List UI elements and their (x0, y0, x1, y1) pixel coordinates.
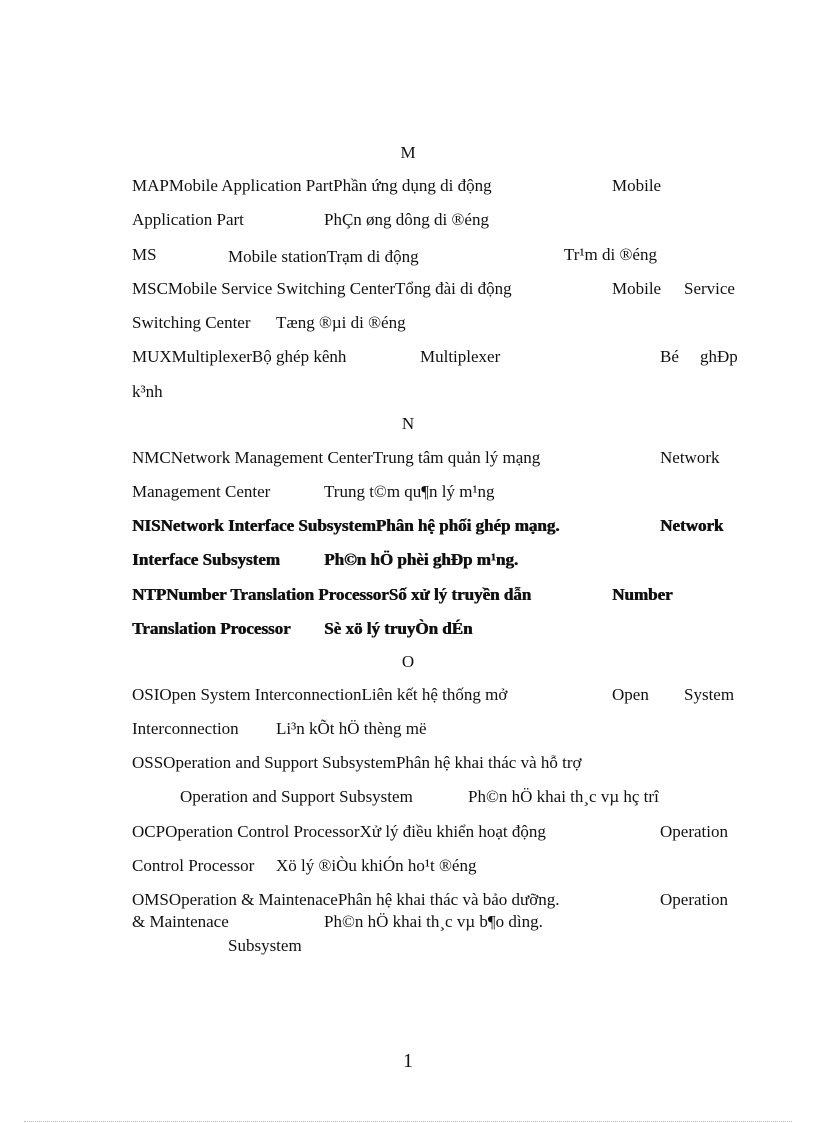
entry-nmc-english: Network (660, 448, 720, 467)
entry-oms-english: Operation (660, 890, 728, 909)
entry-ntp-legacy: Sè xö lý truyÒn dÉn (324, 619, 473, 638)
entry-ntp-line1: NTPNumber Translation ProcessorSố xử lý truyền dẫn (132, 585, 532, 604)
entry-nis-line1: NISNetwork Interface SubsystemPhân hệ phối ghép mạng. (132, 516, 560, 535)
entry-nmc-english-cont: Management Center (132, 482, 271, 501)
entry-osi-line1: OSIOpen System InterconnectionLiên kết hệ thống mở (132, 685, 508, 704)
entry-ocp-english: Operation (660, 822, 728, 841)
entry-ocp-legacy: Xö lý ®iÒu khiÓn ho¹t ®éng (276, 856, 477, 875)
entry-mux-line1: MUXMultiplexerBộ ghép kênh (132, 347, 347, 366)
entry-nis-legacy: Ph©n hÖ phèi ghÐp m¹ng. (324, 550, 518, 569)
entry-ocp-line1: OCPOperation Control ProcessorXử lý điều khiển hoạt động (132, 822, 546, 841)
entry-map-legacy: PhÇn øng dông di ®éng (324, 210, 489, 229)
section-letter-o: O (401, 652, 415, 671)
entry-oss-english: Operation and Support Subsystem (180, 787, 413, 806)
entry-osi-english-1: Open (612, 685, 649, 704)
entry-msc-line1: MSCMobile Service Switching CenterTổng đài di động (132, 279, 512, 298)
section-letter-m: M (400, 143, 416, 162)
entry-oms-line1: OMSOperation & MaintenacePhân hệ khai thác và bảo dưỡng. (132, 890, 560, 909)
entry-map-english-cont: Application Part (132, 210, 244, 229)
entry-msc-legacy: Tæng ®µi di ®éng (276, 313, 406, 332)
entry-osi-english-2: System (684, 685, 735, 704)
entry-map-english: Mobile (612, 176, 662, 195)
entry-ntp-english-cont: Translation Processor (132, 619, 291, 638)
entry-mux-legacy-cont: k³nh (132, 382, 163, 401)
entry-nis-english-cont: Interface Subsystem (132, 550, 280, 569)
entry-ms-legacy: Tr¹m di ®éng (564, 245, 657, 264)
page-number: 1 (403, 1050, 413, 1072)
entry-mux-english: Multiplexer (420, 347, 501, 366)
entry-osi-english-cont: Interconnection (132, 719, 239, 738)
entry-msc-english-2: Service (684, 279, 735, 298)
entry-msc-english-1: Mobile (612, 279, 662, 298)
entry-oms-legacy: Ph©n hÖ khai th¸c vµ b¶o dìng. (324, 912, 543, 931)
entry-oss-legacy: Ph©n hÖ khai th¸c vµ hç trî (468, 787, 659, 806)
entry-ocp-english-cont: Control Processor (132, 856, 255, 875)
entry-nis-english: Network (660, 516, 724, 535)
entry-oms-english-cont: & Maintenace (132, 912, 229, 931)
section-letter-n: N (401, 414, 415, 433)
entry-nmc-legacy: Trung t©m qu¶n lý m¹ng (324, 482, 495, 501)
entry-mux-legacy-2: ghÐp (700, 347, 738, 366)
entry-ms-line1: Mobile stationTrạm di động (228, 247, 419, 266)
entry-mux-legacy-1: Bé (660, 347, 679, 366)
entry-oss-line1: OSSOperation and Support SubsystemPhân hệ khai thác và hỗ trợ (132, 753, 582, 772)
entry-map-line1: MAPMobile Application PartPhần ứng dụng di động (132, 176, 492, 195)
entry-msc-english-cont: Switching Center (132, 313, 251, 332)
entry-ms-abbr: MS (132, 245, 157, 264)
entry-oms-legacy-cont: Subsystem (228, 936, 302, 955)
entry-ntp-english: Number (612, 585, 673, 604)
page-bottom-divider (24, 1121, 792, 1122)
entry-nmc-line1: NMCNetwork Management CenterTrung tâm quản lý mạng (132, 448, 541, 467)
entry-osi-legacy: Li³n kÕt hÖ thèng më (276, 719, 427, 738)
